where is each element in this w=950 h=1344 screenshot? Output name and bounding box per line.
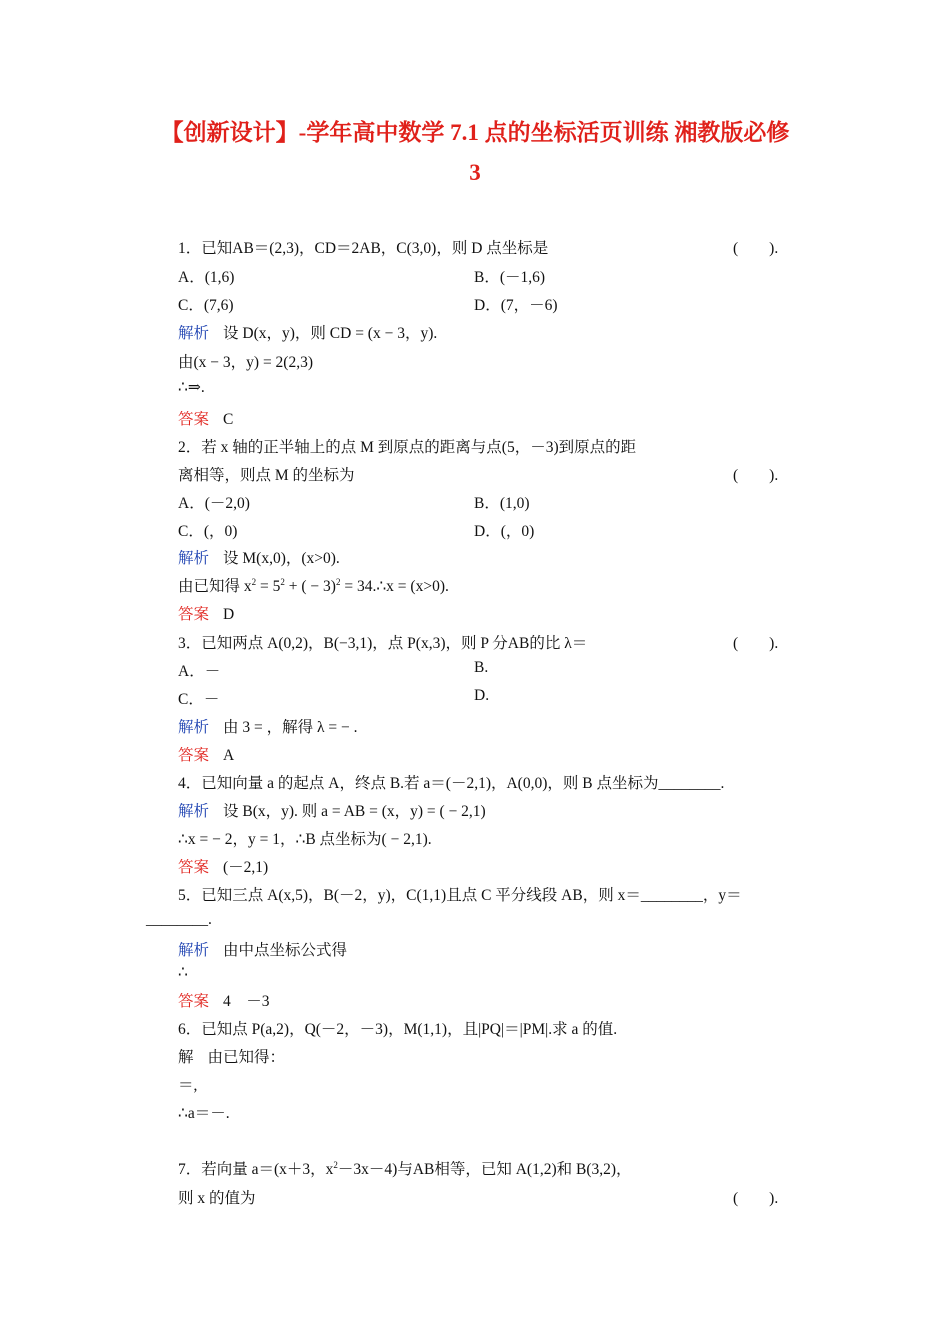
q4-analysis-text: 设 B(x，y). 则 a = AB = (x，y) = ( − 2,1) bbox=[223, 803, 486, 820]
title-line-1: 【创新设计】-学年高中数学 7.1 点的坐标活页训练 湘教版必修 bbox=[160, 120, 790, 145]
analysis-label: 解析 bbox=[178, 942, 210, 959]
q2-option-a: A．(－2,0) bbox=[178, 495, 250, 512]
q5-analysis-text: 由中点坐标公式得 bbox=[223, 942, 348, 959]
q2-option-d: D．(，0) bbox=[474, 523, 535, 540]
q5-analysis bbox=[178, 938, 347, 960]
analysis-label: 解析 bbox=[178, 550, 210, 567]
q4-stem: 4．已知向量 a 的起点 A，终点 B.若 a＝(－2,1)，A(0,0)，则 B 点坐标为________. bbox=[178, 775, 725, 792]
q5-stem-line-2: ________. bbox=[146, 911, 212, 928]
q1-analysis bbox=[178, 321, 437, 343]
analysis-label: 解析 bbox=[178, 719, 210, 736]
q1-analysis-line-3: ∴⇒. bbox=[178, 379, 205, 396]
q2-analysis bbox=[178, 546, 340, 568]
q2-analysis-text: 设 M(x,0)，(x>0). bbox=[223, 550, 340, 567]
q3-option-d: D. bbox=[474, 687, 490, 704]
q1-analysis-text: 设 D(x，y)，则 CD = (x − 3，y). bbox=[223, 325, 438, 342]
answer-label: 答案 bbox=[178, 993, 210, 1010]
q2-option-b: B．(1,0) bbox=[474, 495, 530, 512]
q7-answer-paren: ( ). bbox=[733, 1190, 779, 1207]
q5-answer bbox=[178, 989, 270, 1011]
q6-solution-line-2: ＝, bbox=[178, 1077, 198, 1094]
analysis-label: 解析 bbox=[178, 325, 210, 342]
q3-analysis-text: 由 3 = ，解得 λ = − . bbox=[223, 719, 358, 736]
q5-analysis-line-2: ∴ bbox=[178, 964, 188, 981]
q4-analysis bbox=[178, 799, 486, 821]
solution-label: 解 bbox=[178, 1049, 194, 1066]
q5-stem-line-1: 5．已知三点 A(x,5)，B(－2，y)，C(1,1)且点 C 平分线段 AB，则 x＝________，y＝ bbox=[178, 887, 742, 904]
q3-stem: 3．已知两点 A(0,2)，B(−3,1)，点 P(x,3)，则 P 分AB的比 λ＝ bbox=[178, 635, 588, 652]
q1-stem: 1．已知AB＝(2,3)，CD＝2AB，C(3,0)，则 D 点坐标是 bbox=[178, 240, 549, 257]
q4-answer-value: (－2,1) bbox=[223, 859, 269, 876]
q7-stem-line-2: 则 x 的值为 bbox=[178, 1190, 256, 1207]
q1-answer bbox=[178, 407, 233, 429]
q6-stem: 6．已知点 P(a,2)，Q(－2，－3)，M(1,1)，且|PQ|＝|PM|.求 a 的值. bbox=[178, 1021, 618, 1038]
q3-option-a: A．－ bbox=[178, 663, 221, 680]
title-line-2: 3 bbox=[469, 160, 481, 185]
q2-answer bbox=[178, 602, 234, 624]
q3-option-c: C．－ bbox=[178, 691, 220, 708]
q1-answer-value: C bbox=[223, 411, 234, 428]
q1-option-b: B．(－1,6) bbox=[474, 269, 546, 286]
q2-answer-value: D bbox=[223, 606, 235, 623]
q1-analysis-line-2: 由(x − 3，y) = 2(2,3) bbox=[178, 354, 314, 371]
q1-answer-paren: ( ). bbox=[733, 240, 779, 257]
q1-option-a: A．(1,6) bbox=[178, 269, 235, 286]
q3-answer-paren: ( ). bbox=[733, 635, 779, 652]
q3-answer bbox=[178, 743, 234, 765]
q6-solution-text: 由已知得： bbox=[207, 1049, 286, 1066]
answer-label: 答案 bbox=[178, 411, 210, 428]
q3-answer-value: A bbox=[223, 747, 235, 764]
q5-answer-value: 4 －3 bbox=[223, 993, 270, 1010]
q2-analysis-line-2: 由已知得 $x^2 = 5^2$ + ( − 3)$^2$ = 34.∴x = (x>0). bbox=[178, 576, 449, 595]
q2-stem-line-2: 离相等，则点 M 的坐标为 bbox=[178, 467, 355, 484]
q4-answer bbox=[178, 855, 268, 877]
q4-analysis-line-2: ∴x = − 2，y = 1，∴B 点坐标为( − 2,1). bbox=[178, 831, 432, 848]
q2-answer-paren: ( ). bbox=[733, 467, 779, 484]
q1-option-c: C．(7,6) bbox=[178, 297, 234, 314]
q3-analysis bbox=[178, 715, 358, 737]
answer-label: 答案 bbox=[178, 606, 210, 623]
answer-label: 答案 bbox=[178, 747, 210, 764]
q6-solution bbox=[178, 1045, 285, 1067]
analysis-label: 解析 bbox=[178, 803, 210, 820]
q1-option-d: D．(7，－6) bbox=[474, 297, 558, 314]
q2-stem-line-1: 2．若 x 轴的正半轴上的点 M 到原点的距离与点(5，－3)到原点的距 bbox=[178, 439, 637, 456]
q6-solution-line-3: ∴a＝－. bbox=[178, 1105, 230, 1122]
q7-stem-line-1: 7．若向量 a＝(x＋3，$x^2-3x-4$)与AB相等，已知 A(1,2)和 B(3,2)， bbox=[178, 1159, 632, 1178]
answer-label: 答案 bbox=[178, 859, 210, 876]
q2-option-c: C．(，0) bbox=[178, 523, 238, 540]
q3-option-b: B. bbox=[474, 659, 489, 676]
